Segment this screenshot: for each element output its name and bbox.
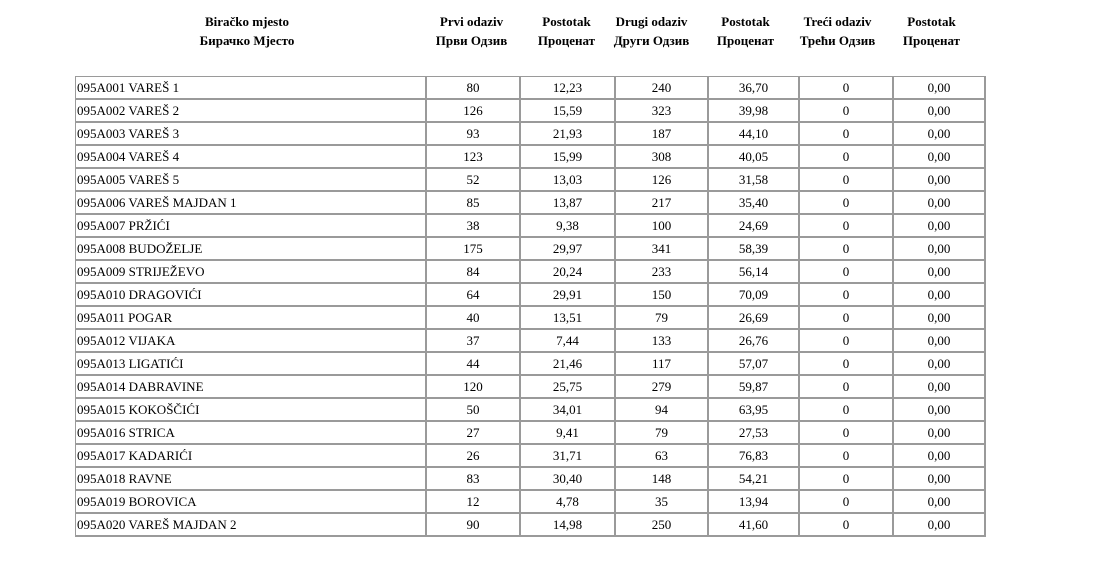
cell-first-percent: 30,40 bbox=[521, 468, 616, 491]
cell-second-percent: 36,70 bbox=[709, 77, 800, 100]
cell-second-percent: 26,69 bbox=[709, 307, 800, 330]
cell-polling-place: 095A002 VAREŠ 2 bbox=[76, 100, 427, 123]
cell-first-turnout: 64 bbox=[427, 284, 521, 307]
cell-second-percent: 44,10 bbox=[709, 123, 800, 146]
cell-first-turnout: 12 bbox=[427, 491, 521, 514]
cell-third-turnout: 0 bbox=[800, 307, 894, 330]
cell-second-percent: 57,07 bbox=[709, 353, 800, 376]
cell-polling-place: 095A019 BOROVICA bbox=[76, 491, 427, 514]
cell-first-percent: 13,87 bbox=[521, 192, 616, 215]
cell-second-percent: 40,05 bbox=[709, 146, 800, 169]
cell-first-turnout: 40 bbox=[427, 307, 521, 330]
cell-second-percent: 58,39 bbox=[709, 238, 800, 261]
cell-third-turnout: 0 bbox=[800, 376, 894, 399]
cell-second-turnout: 35 bbox=[616, 491, 709, 514]
header-first-turnout-latin: Prvi odaziv bbox=[439, 14, 504, 29]
turnout-table bbox=[75, 76, 986, 537]
cell-second-turnout: 233 bbox=[616, 261, 709, 284]
table-row bbox=[76, 77, 986, 100]
cell-third-percent: 0,00 bbox=[894, 77, 986, 100]
cell-second-turnout: 126 bbox=[616, 169, 709, 192]
cell-third-percent: 0,00 bbox=[894, 353, 986, 376]
cell-first-percent: 9,38 bbox=[521, 215, 616, 238]
cell-second-percent: 54,21 bbox=[709, 468, 800, 491]
header-second-percent-latin: Postotak bbox=[721, 14, 770, 29]
cell-first-turnout: 93 bbox=[427, 123, 521, 146]
cell-second-percent: 13,94 bbox=[709, 491, 800, 514]
cell-third-turnout: 0 bbox=[800, 192, 894, 215]
cell-third-percent: 0,00 bbox=[894, 514, 986, 537]
cell-second-percent: 41,60 bbox=[709, 514, 800, 537]
cell-polling-place: 095A018 RAVNE bbox=[76, 468, 427, 491]
cell-second-turnout: 63 bbox=[616, 445, 709, 468]
cell-third-turnout: 0 bbox=[800, 123, 894, 146]
cell-first-turnout: 50 bbox=[427, 399, 521, 422]
cell-first-turnout: 83 bbox=[427, 468, 521, 491]
cell-first-percent: 21,93 bbox=[521, 123, 616, 146]
cell-third-turnout: 0 bbox=[800, 238, 894, 261]
header-polling-place bbox=[157, 12, 337, 50]
cell-third-percent: 0,00 bbox=[894, 468, 986, 491]
cell-second-percent: 70,09 bbox=[709, 284, 800, 307]
cell-third-turnout: 0 bbox=[800, 330, 894, 353]
cell-polling-place: 095A005 VAREŠ 5 bbox=[76, 169, 427, 192]
header-second-turnout bbox=[604, 12, 699, 50]
cell-first-percent: 14,98 bbox=[521, 514, 616, 537]
table-row bbox=[76, 353, 986, 376]
cell-second-percent: 35,40 bbox=[709, 192, 800, 215]
cell-third-percent: 0,00 bbox=[894, 146, 986, 169]
header-third-turnout bbox=[790, 12, 885, 50]
cell-third-turnout: 0 bbox=[800, 468, 894, 491]
cell-first-turnout: 44 bbox=[427, 353, 521, 376]
cell-first-percent: 20,24 bbox=[521, 261, 616, 284]
cell-polling-place: 095A020 VAREŠ MAJDAN 2 bbox=[76, 514, 427, 537]
table-row bbox=[76, 330, 986, 353]
table-row bbox=[76, 422, 986, 445]
cell-second-percent: 27,53 bbox=[709, 422, 800, 445]
header-first-turnout-cyrillic: Први Одзив bbox=[435, 33, 508, 48]
cell-first-turnout: 84 bbox=[427, 261, 521, 284]
cell-first-percent: 25,75 bbox=[521, 376, 616, 399]
cell-third-percent: 0,00 bbox=[894, 376, 986, 399]
header-polling-place-cyrillic: Бирачко Мјесто bbox=[199, 33, 295, 48]
table-row bbox=[76, 399, 986, 422]
cell-third-percent: 0,00 bbox=[894, 307, 986, 330]
header-first-percent bbox=[519, 12, 614, 50]
header-second-percent-cyrillic: Проценат bbox=[716, 33, 775, 48]
cell-second-percent: 39,98 bbox=[709, 100, 800, 123]
table-row bbox=[76, 238, 986, 261]
header-third-percent-cyrillic: Проценат bbox=[902, 33, 961, 48]
table-row bbox=[76, 215, 986, 238]
cell-second-turnout: 341 bbox=[616, 238, 709, 261]
cell-second-percent: 59,87 bbox=[709, 376, 800, 399]
header-second-turnout-latin: Drugi odaziv bbox=[615, 14, 688, 29]
cell-third-percent: 0,00 bbox=[894, 238, 986, 261]
cell-third-turnout: 0 bbox=[800, 422, 894, 445]
table-header bbox=[0, 12, 1118, 52]
header-second-turnout-cyrillic: Други Одзив bbox=[613, 33, 690, 48]
cell-third-turnout: 0 bbox=[800, 261, 894, 284]
cell-first-turnout: 175 bbox=[427, 238, 521, 261]
cell-first-percent: 34,01 bbox=[521, 399, 616, 422]
cell-third-percent: 0,00 bbox=[894, 261, 986, 284]
table-row bbox=[76, 261, 986, 284]
cell-second-turnout: 79 bbox=[616, 422, 709, 445]
cell-second-turnout: 279 bbox=[616, 376, 709, 399]
cell-first-percent: 15,59 bbox=[521, 100, 616, 123]
cell-second-turnout: 240 bbox=[616, 77, 709, 100]
cell-third-percent: 0,00 bbox=[894, 192, 986, 215]
cell-third-percent: 0,00 bbox=[894, 491, 986, 514]
cell-polling-place: 095A007 PRŽIĆI bbox=[76, 215, 427, 238]
cell-polling-place: 095A017 KADARIĆI bbox=[76, 445, 427, 468]
header-third-turnout-latin: Treći odaziv bbox=[803, 14, 872, 29]
header-third-percent bbox=[884, 12, 979, 50]
cell-third-percent: 0,00 bbox=[894, 123, 986, 146]
cell-first-turnout: 37 bbox=[427, 330, 521, 353]
cell-first-turnout: 85 bbox=[427, 192, 521, 215]
header-polling-place-latin: Biračko mjesto bbox=[204, 14, 290, 29]
table-row bbox=[76, 514, 986, 537]
cell-second-turnout: 187 bbox=[616, 123, 709, 146]
cell-polling-place: 095A008 BUDOŽELJE bbox=[76, 238, 427, 261]
cell-first-turnout: 27 bbox=[427, 422, 521, 445]
cell-polling-place: 095A009 STRIJEŽEVO bbox=[76, 261, 427, 284]
cell-first-percent: 13,51 bbox=[521, 307, 616, 330]
table-row bbox=[76, 123, 986, 146]
cell-first-turnout: 126 bbox=[427, 100, 521, 123]
cell-third-turnout: 0 bbox=[800, 514, 894, 537]
header-first-turnout bbox=[424, 12, 519, 50]
cell-third-turnout: 0 bbox=[800, 215, 894, 238]
cell-third-percent: 0,00 bbox=[894, 284, 986, 307]
header-third-turnout-cyrillic: Трећи Одзив bbox=[799, 33, 876, 48]
cell-first-turnout: 38 bbox=[427, 215, 521, 238]
cell-first-turnout: 26 bbox=[427, 445, 521, 468]
cell-third-percent: 0,00 bbox=[894, 330, 986, 353]
table-row bbox=[76, 284, 986, 307]
header-third-percent-latin: Postotak bbox=[907, 14, 956, 29]
header-second-percent bbox=[698, 12, 793, 50]
cell-second-percent: 56,14 bbox=[709, 261, 800, 284]
cell-first-turnout: 123 bbox=[427, 146, 521, 169]
cell-polling-place: 095A011 POGAR bbox=[76, 307, 427, 330]
cell-first-turnout: 80 bbox=[427, 77, 521, 100]
cell-third-turnout: 0 bbox=[800, 445, 894, 468]
cell-second-turnout: 117 bbox=[616, 353, 709, 376]
cell-polling-place: 095A004 VAREŠ 4 bbox=[76, 146, 427, 169]
cell-second-turnout: 79 bbox=[616, 307, 709, 330]
cell-first-turnout: 120 bbox=[427, 376, 521, 399]
cell-third-percent: 0,00 bbox=[894, 100, 986, 123]
cell-third-turnout: 0 bbox=[800, 146, 894, 169]
table-row bbox=[76, 445, 986, 468]
cell-second-turnout: 308 bbox=[616, 146, 709, 169]
cell-third-turnout: 0 bbox=[800, 353, 894, 376]
cell-first-percent: 12,23 bbox=[521, 77, 616, 100]
cell-third-turnout: 0 bbox=[800, 284, 894, 307]
turnout-table-body bbox=[76, 77, 986, 537]
table-row bbox=[76, 307, 986, 330]
cell-polling-place: 095A001 VAREŠ 1 bbox=[76, 77, 427, 100]
cell-second-turnout: 323 bbox=[616, 100, 709, 123]
cell-second-turnout: 133 bbox=[616, 330, 709, 353]
cell-polling-place: 095A016 STRICA bbox=[76, 422, 427, 445]
cell-first-percent: 13,03 bbox=[521, 169, 616, 192]
cell-second-percent: 31,58 bbox=[709, 169, 800, 192]
table-row bbox=[76, 169, 986, 192]
cell-second-turnout: 94 bbox=[616, 399, 709, 422]
cell-second-percent: 76,83 bbox=[709, 445, 800, 468]
cell-third-turnout: 0 bbox=[800, 491, 894, 514]
cell-first-percent: 21,46 bbox=[521, 353, 616, 376]
cell-first-percent: 29,91 bbox=[521, 284, 616, 307]
cell-third-percent: 0,00 bbox=[894, 399, 986, 422]
cell-polling-place: 095A010 DRAGOVIĆI bbox=[76, 284, 427, 307]
cell-first-turnout: 52 bbox=[427, 169, 521, 192]
cell-third-turnout: 0 bbox=[800, 77, 894, 100]
cell-third-percent: 0,00 bbox=[894, 445, 986, 468]
table-row bbox=[76, 468, 986, 491]
cell-polling-place: 095A003 VAREŠ 3 bbox=[76, 123, 427, 146]
cell-third-percent: 0,00 bbox=[894, 422, 986, 445]
table-row bbox=[76, 100, 986, 123]
cell-polling-place: 095A006 VAREŠ MAJDAN 1 bbox=[76, 192, 427, 215]
cell-second-turnout: 250 bbox=[616, 514, 709, 537]
cell-first-percent: 4,78 bbox=[521, 491, 616, 514]
cell-first-turnout: 90 bbox=[427, 514, 521, 537]
cell-first-percent: 29,97 bbox=[521, 238, 616, 261]
header-first-percent-cyrillic: Проценат bbox=[537, 33, 596, 48]
cell-second-percent: 63,95 bbox=[709, 399, 800, 422]
cell-first-percent: 15,99 bbox=[521, 146, 616, 169]
cell-polling-place: 095A014 DABRAVINE bbox=[76, 376, 427, 399]
cell-first-percent: 7,44 bbox=[521, 330, 616, 353]
table-row bbox=[76, 146, 986, 169]
cell-second-turnout: 148 bbox=[616, 468, 709, 491]
table-row bbox=[76, 491, 986, 514]
table-row bbox=[76, 376, 986, 399]
cell-first-percent: 9,41 bbox=[521, 422, 616, 445]
table-row bbox=[76, 192, 986, 215]
cell-polling-place: 095A015 KOKOŠČIĆI bbox=[76, 399, 427, 422]
cell-third-percent: 0,00 bbox=[894, 169, 986, 192]
cell-second-turnout: 217 bbox=[616, 192, 709, 215]
cell-polling-place: 095A013 LIGATIĆI bbox=[76, 353, 427, 376]
cell-third-turnout: 0 bbox=[800, 399, 894, 422]
cell-second-turnout: 100 bbox=[616, 215, 709, 238]
cell-third-turnout: 0 bbox=[800, 100, 894, 123]
cell-second-turnout: 150 bbox=[616, 284, 709, 307]
cell-second-percent: 26,76 bbox=[709, 330, 800, 353]
cell-third-percent: 0,00 bbox=[894, 215, 986, 238]
cell-first-percent: 31,71 bbox=[521, 445, 616, 468]
cell-third-turnout: 0 bbox=[800, 169, 894, 192]
header-first-percent-latin: Postotak bbox=[542, 14, 591, 29]
cell-polling-place: 095A012 VIJAKA bbox=[76, 330, 427, 353]
cell-second-percent: 24,69 bbox=[709, 215, 800, 238]
